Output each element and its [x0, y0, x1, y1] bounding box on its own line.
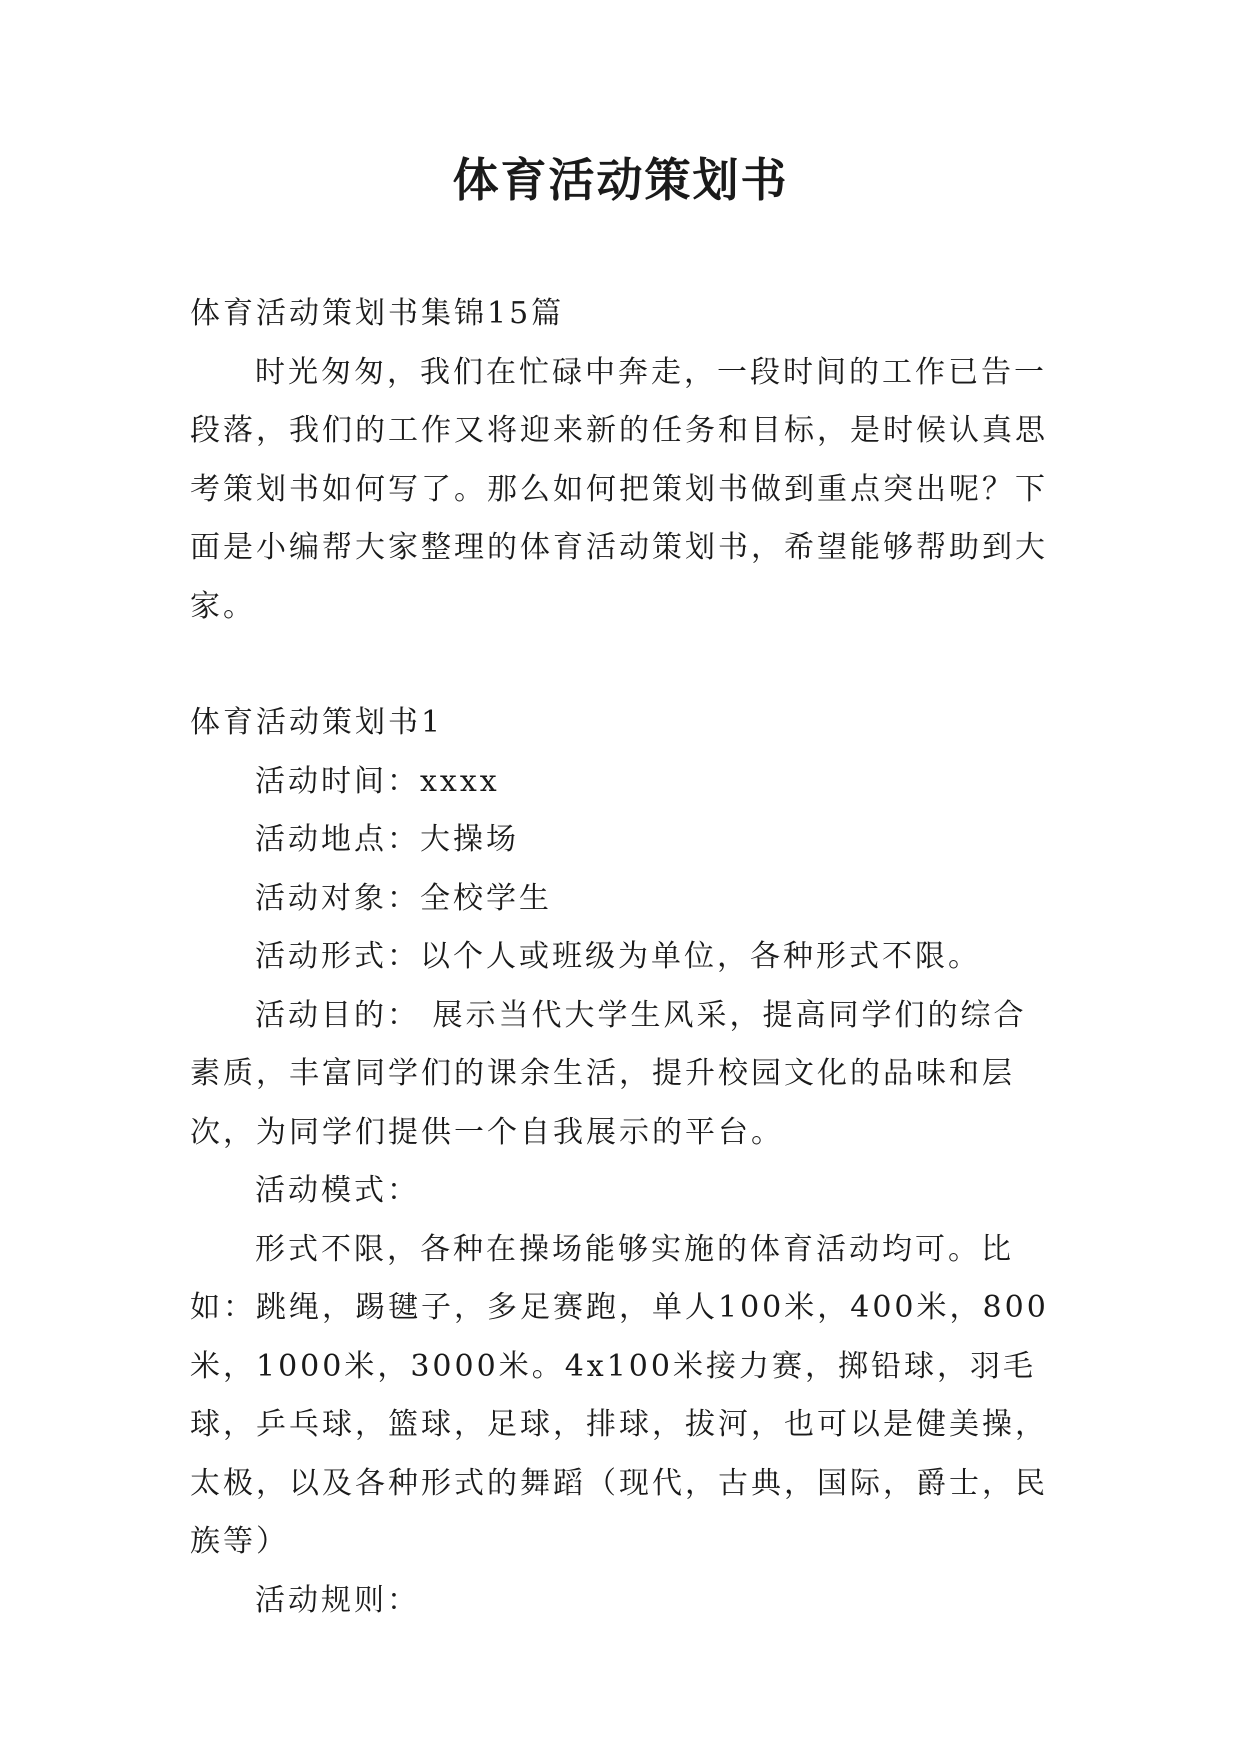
- document-body: [190, 285, 1052, 1630]
- section-heading: 体育活动策划书1: [190, 705, 444, 740]
- paragraph-spacer: [190, 636, 1052, 694]
- document-title: 体育活动策划书: [452, 153, 789, 207]
- activity-mode-label: 活动模式：: [255, 1173, 420, 1208]
- activity-target: 活动对象：全校学生: [255, 880, 552, 916]
- activity-place: 活动地点：大操场: [255, 822, 519, 857]
- activity-purpose: 活动目的： 展示当代大学生风采，提高同学们的综合素质，丰富同学们的课余生活，提升校园文化的品味和层次，为同学们提供一个自我展示的平台。: [190, 997, 1027, 1150]
- activity-form: 活动形式：以个人或班级为单位，各种形式不限。: [255, 939, 981, 974]
- collection-title: 体育活动策划书集锦15篇: [190, 296, 565, 331]
- activity-time: 活动时间：xxxx: [255, 763, 500, 799]
- activity-mode-text: 形式不限，各种在操场能够实施的体育活动均可。比如：跳绳，踢毽子，多足赛跑，单人100米，400米，800米，1000米，3000米。4x100米接力赛，掷铅球，羽毛球，乒乓球，篮球，足球，排球，拔河，也可以是健美操，太极，以及各种形式的舞蹈（现代，古典，国际，爵士，民族等）: [190, 1231, 1049, 1559]
- intro-paragraph: 时光匆匆，我们在忙碌中奔走，一段时间的工作已告一段落，我们的工作又将迎来新的任务和目标，是时候认真思考策划书如何写了。那么如何把策划书做到重点突出呢？下面是小编帮大家整理的体育活动策划书，希望能够帮助到大家。: [190, 354, 1048, 624]
- activity-rules-label: 活动规则：: [255, 1582, 420, 1618]
